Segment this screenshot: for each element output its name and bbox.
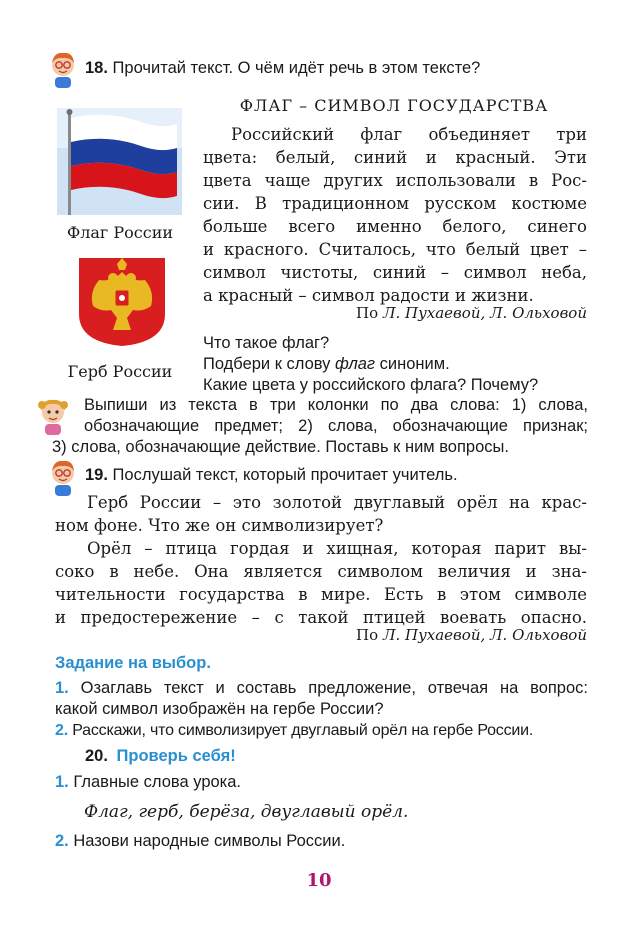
assignment-line: обозначающие предмет; 2) слова, обозначающие признак; bbox=[84, 417, 588, 435]
text-2-line: чительности государства в мире. Есть в этом символе bbox=[55, 585, 587, 604]
text-2-line: и предостережение – с такой птицей воевать опасно. bbox=[55, 608, 587, 627]
text-2-line: ном фоне. Что же он символизирует? bbox=[55, 516, 384, 535]
question-2-word: флаг bbox=[335, 355, 376, 373]
task-20 bbox=[85, 746, 236, 767]
text-2-source bbox=[300, 624, 587, 647]
choice-item-1-number: 1. bbox=[55, 679, 69, 697]
choice-item-1-text: Озаглавь текст и составь предложение, отвечая на вопрос: bbox=[80, 679, 588, 697]
question-2-end: синоним. bbox=[379, 355, 450, 373]
assignment-line: 3) слова, обозначающие действие. Поставь к ним вопросы. bbox=[52, 438, 509, 456]
keywords-text: Флаг, герб, берёза, двуглавый орёл. bbox=[84, 802, 409, 822]
choice-item-2-number: 2. bbox=[55, 722, 68, 739]
coat-caption: Герб России bbox=[67, 362, 173, 381]
text-2-line: соко в небе. Она является символом величия и зна- bbox=[55, 562, 587, 581]
task-19-text: Послушай текст, который прочитает учитель. bbox=[112, 466, 458, 484]
text-1-line: цвета чаще других использовали в Рос- bbox=[203, 171, 587, 190]
choice-item-2 bbox=[55, 720, 595, 741]
text-2-line: Орёл – птица гордая и хищная, которая парит вы- bbox=[87, 539, 587, 558]
text-1-line: и красного. Считалось, что белый цвет – bbox=[203, 240, 587, 259]
page-number: 10 bbox=[306, 870, 332, 891]
text-1-line: Российский флаг объединяет три bbox=[231, 125, 587, 144]
choice-item-1 bbox=[55, 678, 588, 720]
choice-heading: Задание на выбор. bbox=[55, 654, 211, 672]
task-20-keywords bbox=[84, 801, 408, 824]
flag-caption: Флаг России bbox=[66, 223, 174, 242]
coat-of-arms-image bbox=[77, 256, 167, 348]
source-prefix: По bbox=[356, 304, 379, 322]
question-2-start: Подбери к слову bbox=[203, 355, 331, 373]
choice-item-2-text: Расскажи, что символизирует двуглавый орёл на гербе России. bbox=[72, 722, 534, 739]
text-2-body bbox=[55, 491, 587, 629]
task-20-item-2-text: Назови народные символы России. bbox=[73, 832, 346, 850]
assignment-line: Выпиши из текста в три колонки по два слова: 1) слова, bbox=[84, 396, 588, 414]
task-18-number: 18. bbox=[85, 59, 108, 77]
text-1-line: символ чистоты, синий – символ неба, bbox=[203, 263, 587, 282]
task-20-item-1-text: Главные слова урока. bbox=[73, 773, 242, 791]
text-1-body bbox=[203, 123, 587, 307]
task-20-item-1 bbox=[55, 772, 241, 793]
task-20-item-2 bbox=[55, 831, 345, 852]
text-1-line: сии. В традиционном русском костюме bbox=[203, 194, 587, 213]
boy-avatar-icon bbox=[48, 50, 78, 88]
question-1: Что такое флаг? bbox=[203, 334, 330, 352]
choice-item-1-text-line2: какой символ изображён на гербе России? bbox=[55, 700, 384, 718]
task-20-item-1-number: 1. bbox=[55, 773, 69, 791]
task-19 bbox=[85, 465, 458, 486]
text-2-line: Герб России – это золотой двуглавый орёл на крас- bbox=[87, 493, 587, 512]
text-1-line: а красный – символ радости и жизни. bbox=[203, 286, 534, 305]
text-1-title: ФЛАГ – СИМВОЛ ГОСУДАРСТВА bbox=[239, 96, 549, 115]
source-authors: Л. Пухаевой, Л. Ольховой bbox=[382, 304, 587, 322]
question-2 bbox=[203, 354, 593, 375]
task-18-text: Прочитай текст. О чём идёт речь в этом тексте? bbox=[112, 59, 481, 77]
source-prefix: По bbox=[356, 626, 379, 644]
task-20-item-2-number: 2. bbox=[55, 832, 69, 850]
text-1-source bbox=[300, 302, 587, 325]
questions bbox=[203, 333, 593, 396]
task-20-heading: Проверь себя! bbox=[116, 747, 236, 765]
text-1-line: больше всего именно белого, синего bbox=[203, 217, 587, 236]
text-1-line: цвета: белый, синий и красный. Эти bbox=[203, 148, 587, 167]
russian-flag-image bbox=[57, 108, 182, 215]
task-20-number: 20. bbox=[85, 747, 108, 765]
assignment bbox=[52, 395, 588, 458]
task-19-number: 19. bbox=[85, 466, 108, 484]
question-3: Какие цвета у российского флага? Почему? bbox=[203, 376, 539, 394]
source-authors: Л. Пухаевой, Л. Ольховой bbox=[382, 626, 587, 644]
task-18 bbox=[85, 58, 480, 79]
